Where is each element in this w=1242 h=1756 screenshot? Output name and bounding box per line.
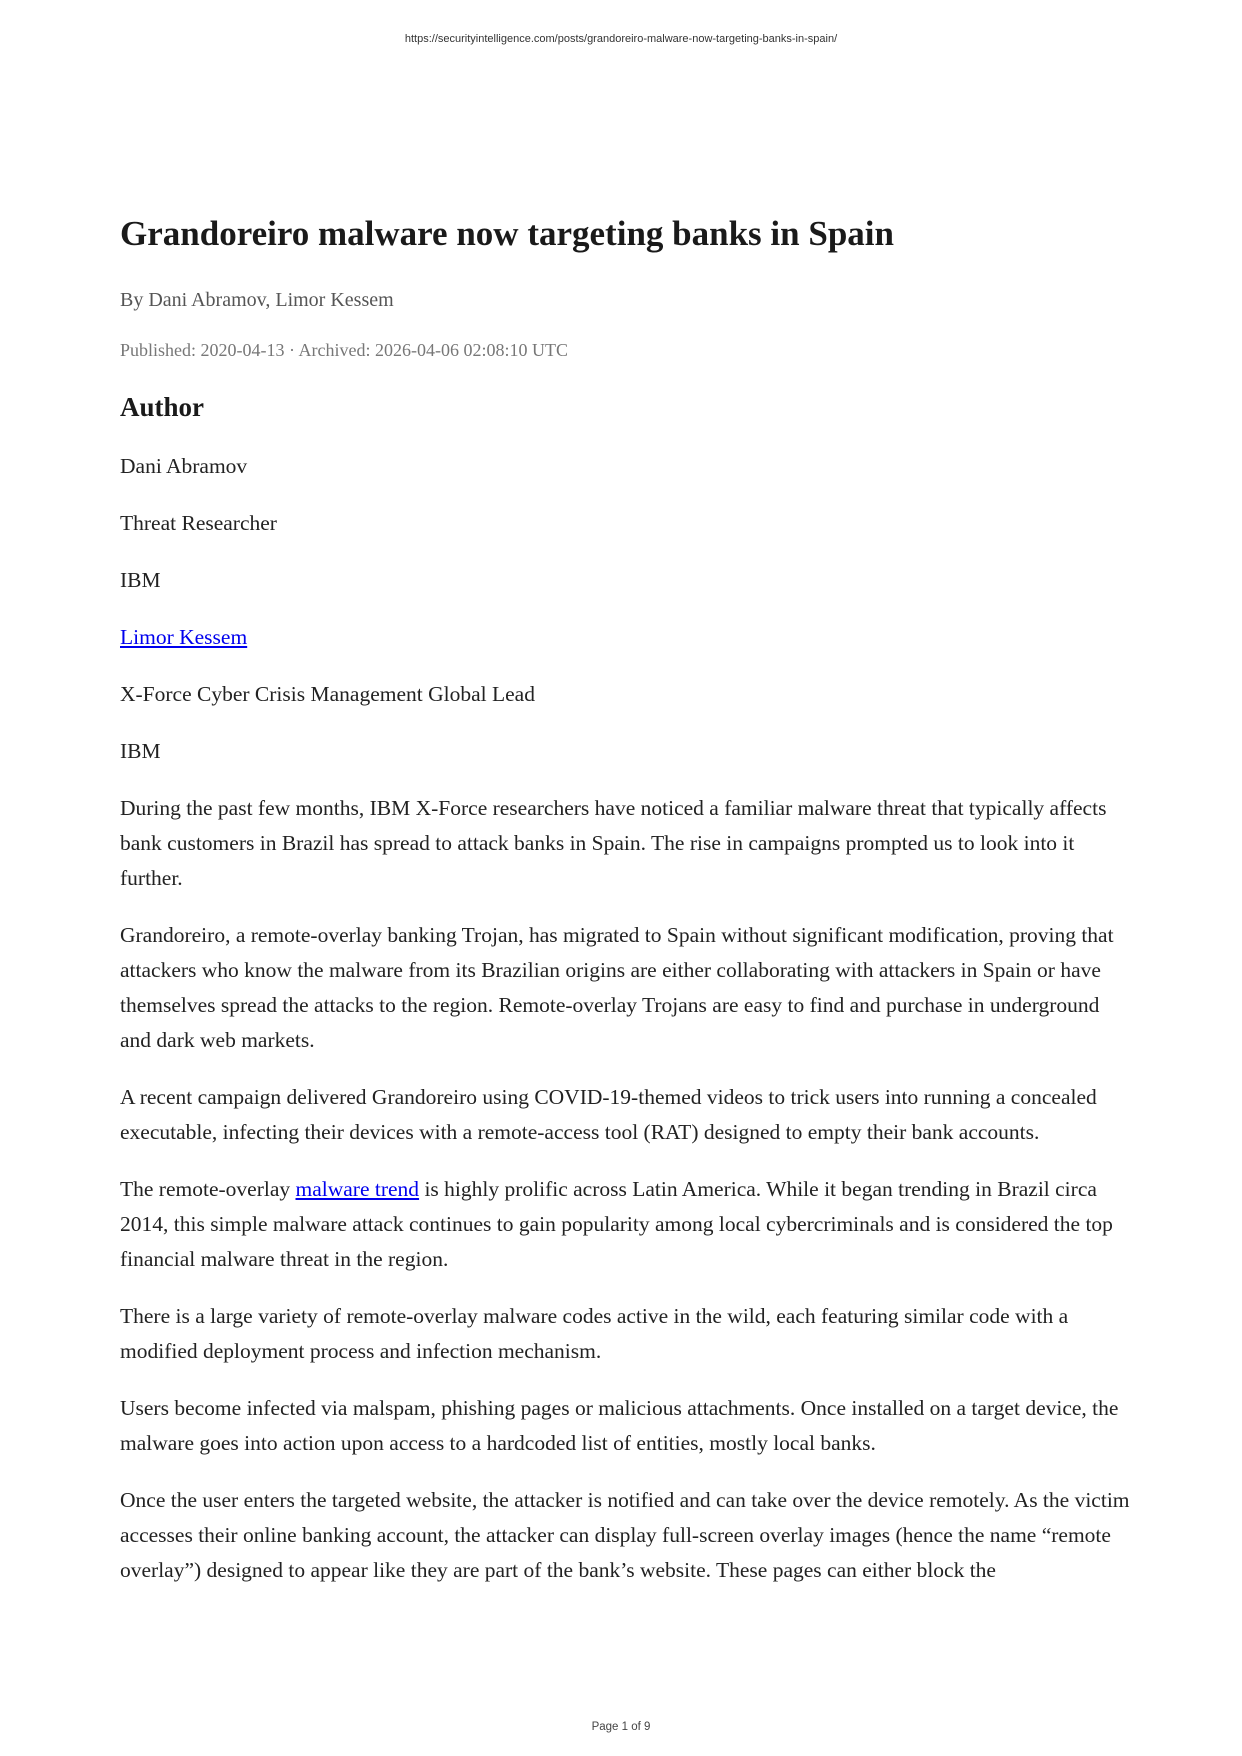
publish-info: Published: 2020-04-13 · Archived: 2026-04-06 02:08:10 UTC <box>120 340 568 360</box>
article-title: Grandoreiro malware now targeting banks in Spain <box>120 214 894 253</box>
text: The remote-overlay <box>120 1177 296 1201</box>
author-link-limor-kessem[interactable]: Limor Kessem <box>120 625 248 649</box>
paragraph <box>120 1172 1135 1277</box>
author-role: X-Force Cyber Crisis Management Global Lead <box>120 682 535 706</box>
paragraph: There is a large variety of remote-overlay malware codes active in the wild, each featuring similar code with a modified deployment process and infection mechanism. <box>120 1304 1069 1363</box>
byline: By Dani Abramov, Limor Kessem <box>120 289 394 311</box>
paragraph: Grandoreiro, a remote-overlay banking Trojan, has migrated to Spain without significant modification, proving that attackers who know the malware from its Brazilian origins are either collaborating with attackers in Spain or have themselves spread the attacks to the region. Remote-overlay Trojans are easy to find and purchase in underground and dark web markets. <box>120 923 1114 1052</box>
text: is highly prolific across Latin America. While it began trending in Brazil circa 2014, this simple malware attack continues to gain popularity among local cybercriminals and is considered the top financial malware threat in the region. <box>120 1177 1113 1271</box>
author-org: IBM <box>120 739 161 763</box>
paragraph: During the past few months, IBM X-Force researchers have noticed a familiar malware threat that typically affects bank customers in Brazil has spread to attack banks in Spain. The rise in campaigns prompted us to look into it further. <box>120 796 1107 890</box>
page-url: https://securityintelligence.com/posts/grandoreiro-malware-now-targeting-banks-in-spain/ <box>404 33 838 45</box>
author-org: IBM <box>120 568 161 592</box>
malware-trend-link[interactable]: malware trend <box>295 1177 420 1201</box>
page-number: Page 1 of 9 <box>591 1721 651 1733</box>
author-role: Threat Researcher <box>120 511 277 535</box>
paragraph: A recent campaign delivered Grandoreiro using COVID-19-themed videos to trick users into running a concealed executable, infecting their devices with a remote-access tool (RAT) designed to empty their bank accounts. <box>120 1085 1097 1144</box>
author-name: Dani Abramov <box>120 454 248 478</box>
author-2 <box>120 620 1135 655</box>
article <box>120 212 1135 1610</box>
paragraph: Once the user enters the targeted website, the attacker is notified and can take over the device remotely. As the victim accesses their online banking account, the attacker can display full-screen overlay images (hence the name “remote overlay”) designed to appear like they are part of the bank’s website. These pages can either block the <box>120 1488 1130 1582</box>
author-heading: Author <box>120 392 205 422</box>
paragraph: Users become infected via malspam, phishing pages or malicious attachments. Once installed on a target device, the malware goes into action upon access to a hardcoded list of entities, mostly local banks. <box>120 1396 1119 1455</box>
